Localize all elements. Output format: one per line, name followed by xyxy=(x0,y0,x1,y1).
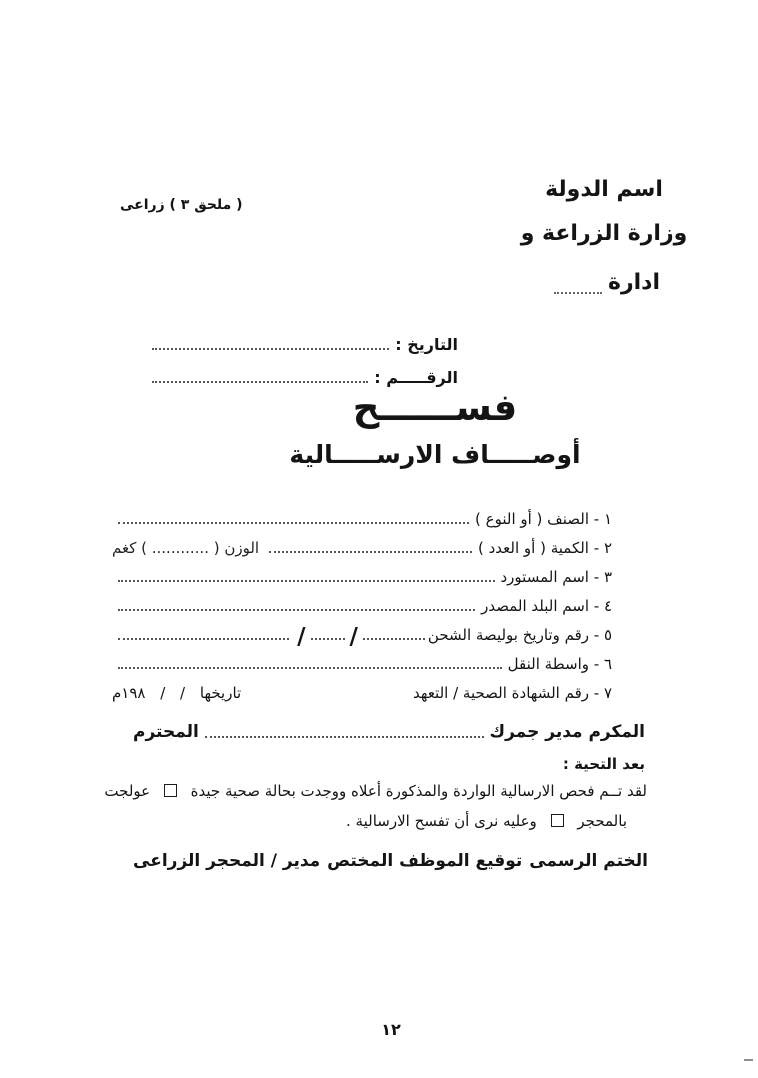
inspection-statement xyxy=(104,776,647,836)
department-line xyxy=(468,256,740,300)
field-transport-label: ٦ - واسطة النقل xyxy=(507,654,612,673)
department-dotted-line xyxy=(554,292,602,294)
form-subtitle: أوصـــــاف الارســـــالية xyxy=(289,440,581,469)
field-bill-of-lading xyxy=(112,615,612,650)
page-number: ١٢ xyxy=(381,1020,401,1039)
signature-row xyxy=(133,851,648,871)
treated-word: عولجت xyxy=(104,782,151,800)
date-slash: / xyxy=(349,624,358,650)
officer-signature-label: توقيع الموظف المختص xyxy=(327,851,523,871)
dotted-input-line xyxy=(118,609,475,611)
official-stamp-label: الختم الرسمى xyxy=(529,851,648,871)
letter-block xyxy=(133,714,645,773)
release-clause: وعليه نرى أن تفسح الارسالية . xyxy=(346,812,537,830)
dotted-input-line xyxy=(118,580,495,582)
certificate-date-note: تاريخها / / ١٩٨م xyxy=(112,683,242,702)
field-origin-country-label: ٤ - اسم البلد المصدر xyxy=(481,596,612,615)
date-slash: / xyxy=(297,624,306,650)
department-label: ادارة xyxy=(607,270,661,295)
title-block xyxy=(150,382,720,476)
dotted-input-line xyxy=(269,551,472,553)
statement-line-2 xyxy=(113,806,647,836)
field-quantity-label: ٢ - الكمية ( أو العدد ) xyxy=(478,538,612,557)
field-transport xyxy=(112,644,612,673)
date-row xyxy=(146,327,458,354)
weight-kg-note: الوزن ( ............ ) كغم xyxy=(112,538,260,557)
dotted-input-line xyxy=(118,522,469,524)
consignment-fields xyxy=(112,499,612,702)
ministry-name: وزارة الزراعة و xyxy=(520,221,688,246)
honorific-label: المحترم xyxy=(133,722,199,743)
field-importer xyxy=(112,557,612,586)
dotted-input-line xyxy=(118,667,502,669)
addressee-row xyxy=(133,714,645,742)
dotted-input-line xyxy=(363,638,425,640)
appendix-note: ( ملحق ٣ ) زراعى xyxy=(120,197,243,213)
addressee-label: المكرم مدير جمرك xyxy=(489,722,645,743)
field-item-type-label: ١ - الصنف ( أو النوع ) xyxy=(475,509,612,528)
greeting-line: بعد التحية : xyxy=(562,755,645,773)
field-item-type xyxy=(112,499,612,528)
statement-text: لقد تــم فحص الارسالية الواردة والمذكورة أعلاه ووجدت بحالة صحية جيدة xyxy=(190,782,647,800)
dotted-input-line xyxy=(311,638,345,640)
field-importer-label: ٣ - اسم المستورد xyxy=(500,567,612,586)
number-label: الرقـــــم : xyxy=(374,368,458,388)
quarantine-treated-checkbox[interactable] xyxy=(551,814,564,827)
dotted-input-line xyxy=(118,638,289,640)
date-label: التاريخ : xyxy=(395,335,458,355)
dotted-input-line xyxy=(205,736,484,738)
field-quantity xyxy=(112,528,612,557)
form-title: فســــــح xyxy=(352,386,518,429)
field-origin-country xyxy=(112,586,612,615)
statement-line-1 xyxy=(104,776,647,806)
field-bill-of-lading-label: ٥ - رقم وتاريخ بوليصة الشحن xyxy=(427,625,612,644)
country-name: اسم الدولة xyxy=(545,177,663,202)
quarantine-word: بالمحجر xyxy=(577,812,627,830)
quarantine-director-label: مدير / المحجر الزراعى xyxy=(133,851,321,871)
good-condition-checkbox[interactable] xyxy=(164,784,177,797)
field-health-certificate xyxy=(112,673,612,702)
letterhead xyxy=(468,168,740,300)
date-dotted-line xyxy=(152,348,389,350)
scan-artifact-dash xyxy=(744,1059,753,1061)
field-health-certificate-label: ٧ - رقم الشهادة الصحية / التعهد xyxy=(413,683,612,702)
